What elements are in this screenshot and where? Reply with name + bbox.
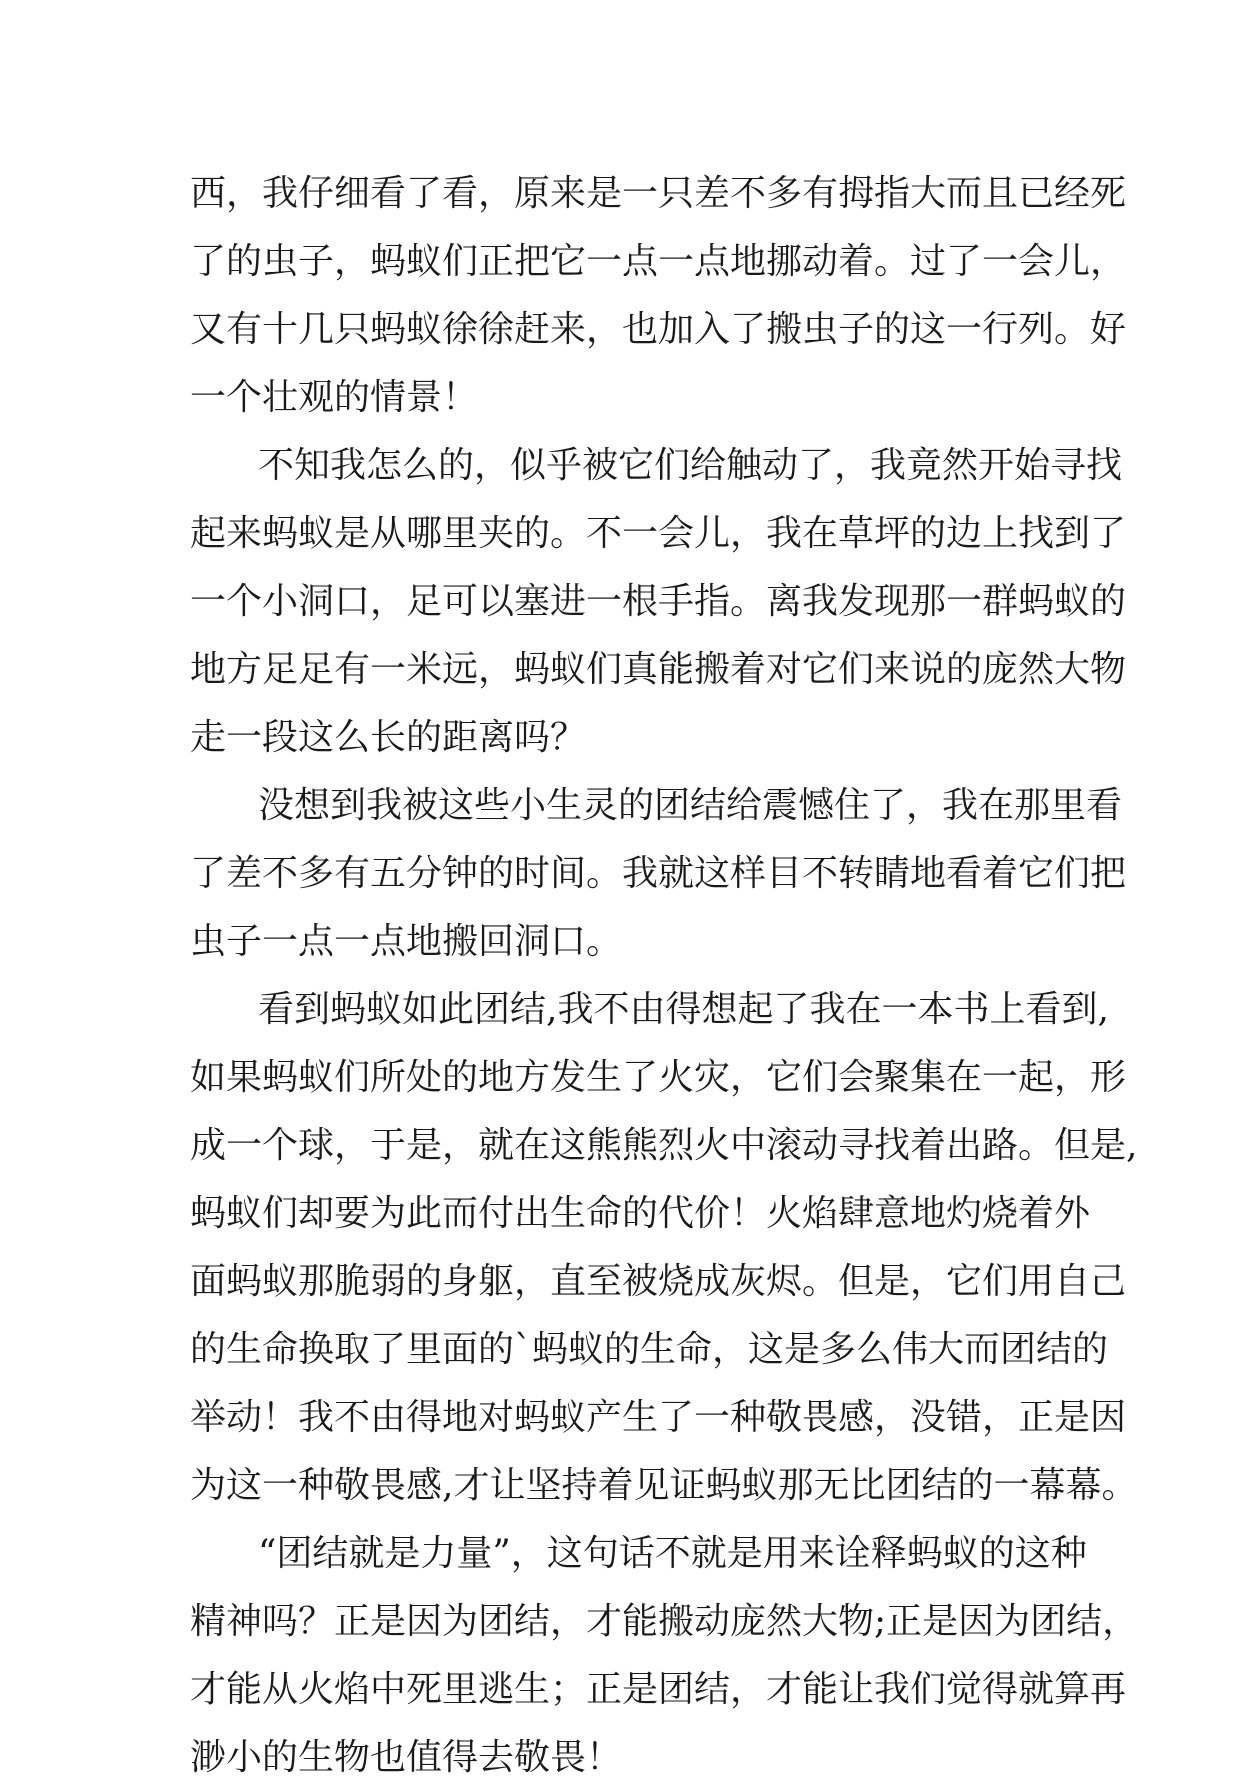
- text-line: 才能从火焰中死里逃生；正是团结，才能让我们觉得就算再: [190, 1669, 1127, 1710]
- text-line: 渺小的生物也值得去敬畏！: [190, 1737, 623, 1778]
- text-line: 又有十几只蚂蚁徐徐赶来，也加入了搬虫子的这一行列。好: [190, 309, 1127, 350]
- text-line: 精神吗？正是因为团结，才能搬动庞然大物;正是因为团结，: [190, 1601, 1139, 1642]
- text-line: 没想到我被这些小生灵的团结给震憾住了，我在那里看: [258, 785, 1123, 826]
- text-line: “团结就是力量”，这句话不就是用来诠释蚂蚁的这种: [258, 1533, 1087, 1574]
- text-line: 地方足足有一米远，蚂蚁们真能搬着对它们来说的庞然大物: [190, 649, 1127, 690]
- text-line: 为这一种敬畏感,才让坚持着见证蚂蚁那无比团结的一幕幕。: [190, 1465, 1138, 1506]
- text-line: 了差不多有五分钟的时间。我就这样目不转睛地看着它们把: [190, 853, 1127, 894]
- text-line: 起来蚂蚁是从哪里夹的。不一会儿，我在草坪的边上找到了: [190, 513, 1127, 554]
- paragraph: [190, 772, 1127, 976]
- text-line: 西，我仔细看了看，原来是一只差不多有拇指大而且已经死: [190, 173, 1127, 214]
- text-line: 一个壮观的情景！: [190, 377, 479, 418]
- text-line: 如果蚂蚁们所处的地方发生了火灾，它们会聚集在一起，形: [190, 1057, 1127, 1098]
- paragraph: [190, 160, 1127, 432]
- text-line: 走一段这么长的距离吗？: [190, 717, 587, 758]
- paragraph: [190, 1520, 1139, 1792]
- text-line: 一个小洞口，足可以塞进一根手指。离我发现那一群蚂蚁的: [190, 581, 1127, 622]
- text-line: 成一个球，于是，就在这熊熊烈火中滚动寻找着出路。但是,: [190, 1125, 1138, 1166]
- text-line: 面蚂蚁那脆弱的身躯，直至被烧成灰烬。但是，它们用自己: [190, 1261, 1127, 1302]
- essay-body: [190, 160, 1139, 1792]
- text-line: 的生命换取了里面的`蚂蚁的生命，这是多么伟大而团结的: [190, 1329, 1109, 1370]
- text-line: 不知我怎么的，似乎被它们给触动了，我竟然开始寻找: [258, 445, 1123, 486]
- text-line: 举动！我不由得地对蚂蚁产生了一种敬畏感，没错，正是因: [190, 1397, 1127, 1438]
- text-line: 了的虫子，蚂蚁们正把它一点一点地挪动着。过了一会儿，: [190, 241, 1127, 282]
- text-line: 看到蚂蚁如此团结,我不由得想起了我在一本书上看到,: [258, 989, 1109, 1030]
- text-line: 虫子一点一点地搬回洞口。: [190, 921, 623, 962]
- paragraph: [190, 976, 1138, 1520]
- paragraph: [190, 432, 1127, 772]
- text-line: 蚂蚁们却要为此而付出生命的代价！火焰肆意地灼烧着外: [190, 1193, 1091, 1234]
